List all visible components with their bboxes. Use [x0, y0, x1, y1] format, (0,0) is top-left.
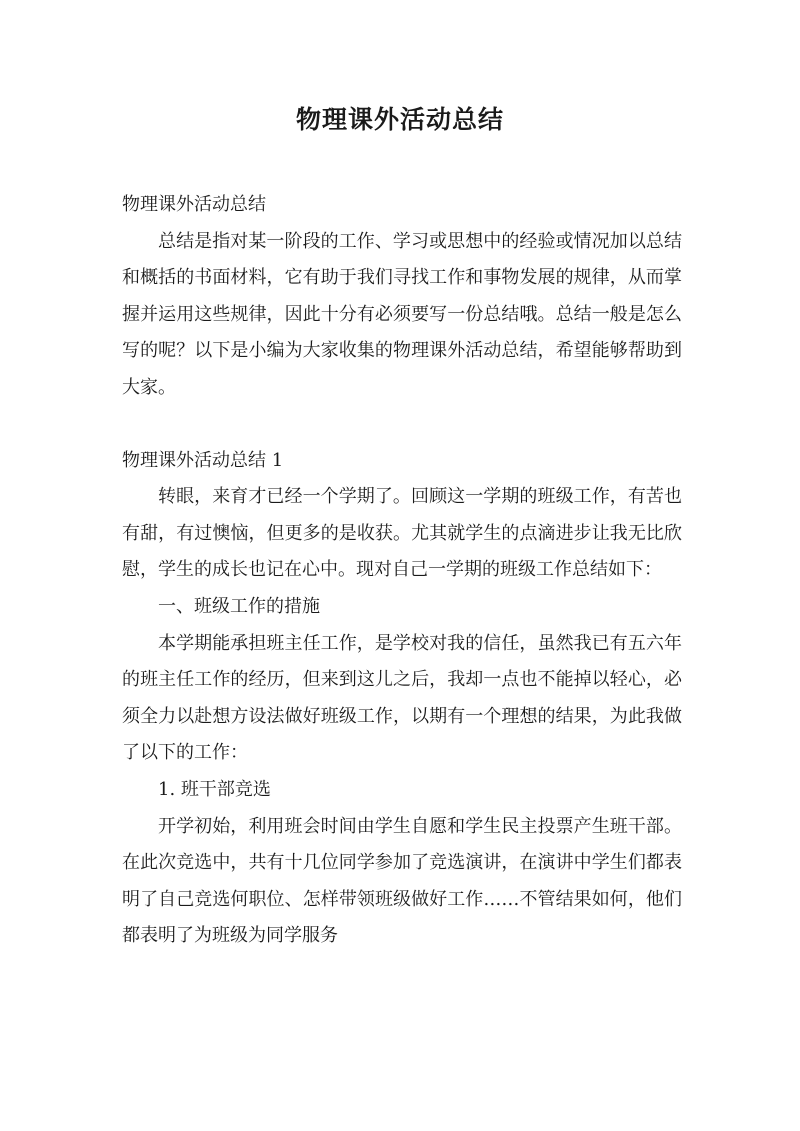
subheading-class-cadre-election: 1. 班干部竞选 [158, 778, 271, 800]
section-heading-1: 物理课外活动总结 1 [122, 449, 284, 471]
section-1-paragraph-3: 开学初始，利用班会时间由学生自愿和学生民主投票产生班干部。在此次竞选中，共有十几位同学参加了竞选演讲，在演讲中学生们都表明了自己竞选何职位、怎样带领班级做好工作……不管结果如何，他们都表明了为班级为同学服务 [122, 815, 682, 947]
section-1-paragraph-2: 本学期能承担班主任工作，是学校对我的信任，虽然我已有五六年的班主任工作的经历，但来到这儿之后，我却一点也不能掉以轻心，必须全力以赴想方设法做好班级工作，以期有一个理想的结果，为此我做了以下的工作： [122, 632, 682, 764]
subheading-class-work-measures: 一、班级工作的措施 [158, 595, 320, 617]
intro-heading: 物理课外活动总结 [122, 194, 266, 215]
document-title: 物理课外活动总结 [295, 105, 504, 134]
intro-paragraph: 总结是指对某一阶段的工作、学习或思想中的经验或情况加以总结和概括的书面材料，它有助于我们寻找工作和事物发展的规律，从而掌握并运用这些规律，因此十分有必须要写一份总结哦。总结一般是怎么写的呢？以下是小编为大家收集的物理课外活动总结，希望能够帮助到大家。 [122, 230, 682, 398]
section-1-paragraph-1: 转眼，来育才已经一个学期了。回顾这一学期的班级工作，有苦也有甜，有过懊恼，但更多的是收获。尤其就学生的点滴进步让我无比欣慰，学生的成长也记在心中。现对自己一学期的班级工作总结如下： [122, 486, 682, 581]
document-body [122, 187, 682, 955]
